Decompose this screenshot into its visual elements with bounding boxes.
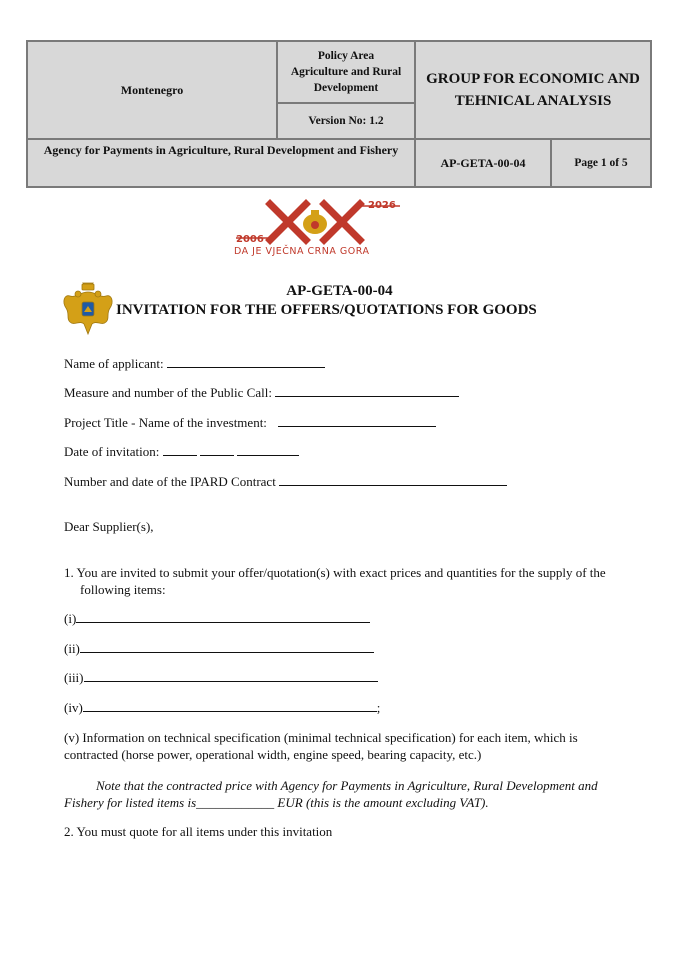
note-text-2: EUR (this is the amount excluding VAT). — [274, 795, 489, 810]
list-end-iv: ; — [376, 700, 381, 715]
list-item-i — [64, 611, 370, 627]
year-end: 2026 — [368, 200, 396, 211]
date-day-blank[interactable] — [163, 445, 197, 456]
list-item-iii — [64, 670, 378, 686]
page-number: Page 1 of 5 — [574, 157, 628, 169]
policy-area-label: Policy Area — [317, 50, 375, 62]
country-name: Montenegro — [120, 82, 184, 97]
agency-cell — [28, 140, 414, 186]
item-v-paragraph: (v) Information on technical specification (minimal technical specification) for each item, which is contracted (horse power, operational width, engine speed, bearing capacity, etc.) — [64, 730, 578, 762]
document-code-heading: AP-GETA-00-04 — [286, 283, 393, 299]
anniversary-logo — [228, 196, 408, 260]
contract-field — [64, 474, 507, 490]
note-price-blank[interactable]: ____________ — [196, 795, 275, 810]
agency-name: Agency for Payments in Agriculture, Rural Development and Fishery — [43, 143, 399, 157]
applicant-blank[interactable] — [167, 357, 325, 368]
document-code: AP-GETA-00-04 — [440, 155, 526, 170]
group-name: GROUP FOR ECONOMIC AND TEHNICAL ANALYSIS — [426, 71, 640, 109]
country-cell — [28, 42, 276, 138]
document-title: INVITATION FOR THE OFFERS/QUOTATIONS FOR GOODS — [116, 302, 537, 318]
header-table — [26, 40, 652, 188]
policy-area-value: Agriculture and Rural Development — [290, 66, 402, 94]
item-1-text: 1. You are invited to submit your offer/quotation(s) with exact prices and quantities for the supply of the following items: — [64, 565, 606, 597]
note-text-1: Note that the contracted price with Agency for Payments in Agriculture, Rural Development and Fishery for listed items is — [64, 778, 598, 810]
page-cell — [552, 140, 650, 186]
contract-blank[interactable] — [279, 475, 507, 486]
measure-field — [64, 385, 459, 401]
item-1-paragraph — [64, 564, 620, 598]
list-blank-iv[interactable] — [83, 701, 377, 712]
applicant-field — [64, 356, 325, 372]
salutation: Dear Supplier(s), — [64, 519, 154, 534]
logo-tagline: DA JE VJEČNA CRNA GORA — [234, 246, 370, 257]
project-field — [64, 415, 436, 431]
date-month-blank[interactable] — [200, 445, 234, 456]
list-item-ii — [64, 641, 374, 657]
list-label-ii: (ii) — [64, 641, 80, 656]
contract-label: Number and date of the IPARD Contract — [64, 474, 276, 489]
list-label-iii: (iii) — [64, 670, 84, 685]
list-blank-iii[interactable] — [84, 671, 378, 682]
list-label-iv: (iv) — [64, 700, 83, 715]
price-note — [64, 777, 620, 811]
doc-code-cell — [416, 140, 550, 186]
project-label: Project Title - Name of the investment: — [64, 415, 267, 430]
version-number: Version No: 1.2 — [308, 115, 384, 127]
measure-label: Measure and number of the Public Call: — [64, 385, 272, 400]
applicant-label: Name of applicant: — [64, 356, 164, 371]
list-blank-ii[interactable] — [80, 642, 374, 653]
list-label-i: (i) — [64, 611, 77, 626]
date-label: Date of invitation: — [64, 444, 160, 459]
item-2-text: 2. You must quote for all items under this invitation — [64, 824, 333, 839]
group-cell — [416, 42, 650, 138]
version-cell — [278, 104, 414, 138]
policy-area-cell — [278, 42, 414, 102]
measure-blank[interactable] — [275, 386, 459, 397]
date-field — [64, 444, 299, 460]
list-item-iv — [64, 700, 380, 716]
year-start: 2006 — [236, 234, 264, 245]
project-blank[interactable] — [278, 416, 436, 427]
date-year-blank[interactable] — [237, 445, 299, 456]
list-blank-i[interactable] — [76, 612, 370, 623]
